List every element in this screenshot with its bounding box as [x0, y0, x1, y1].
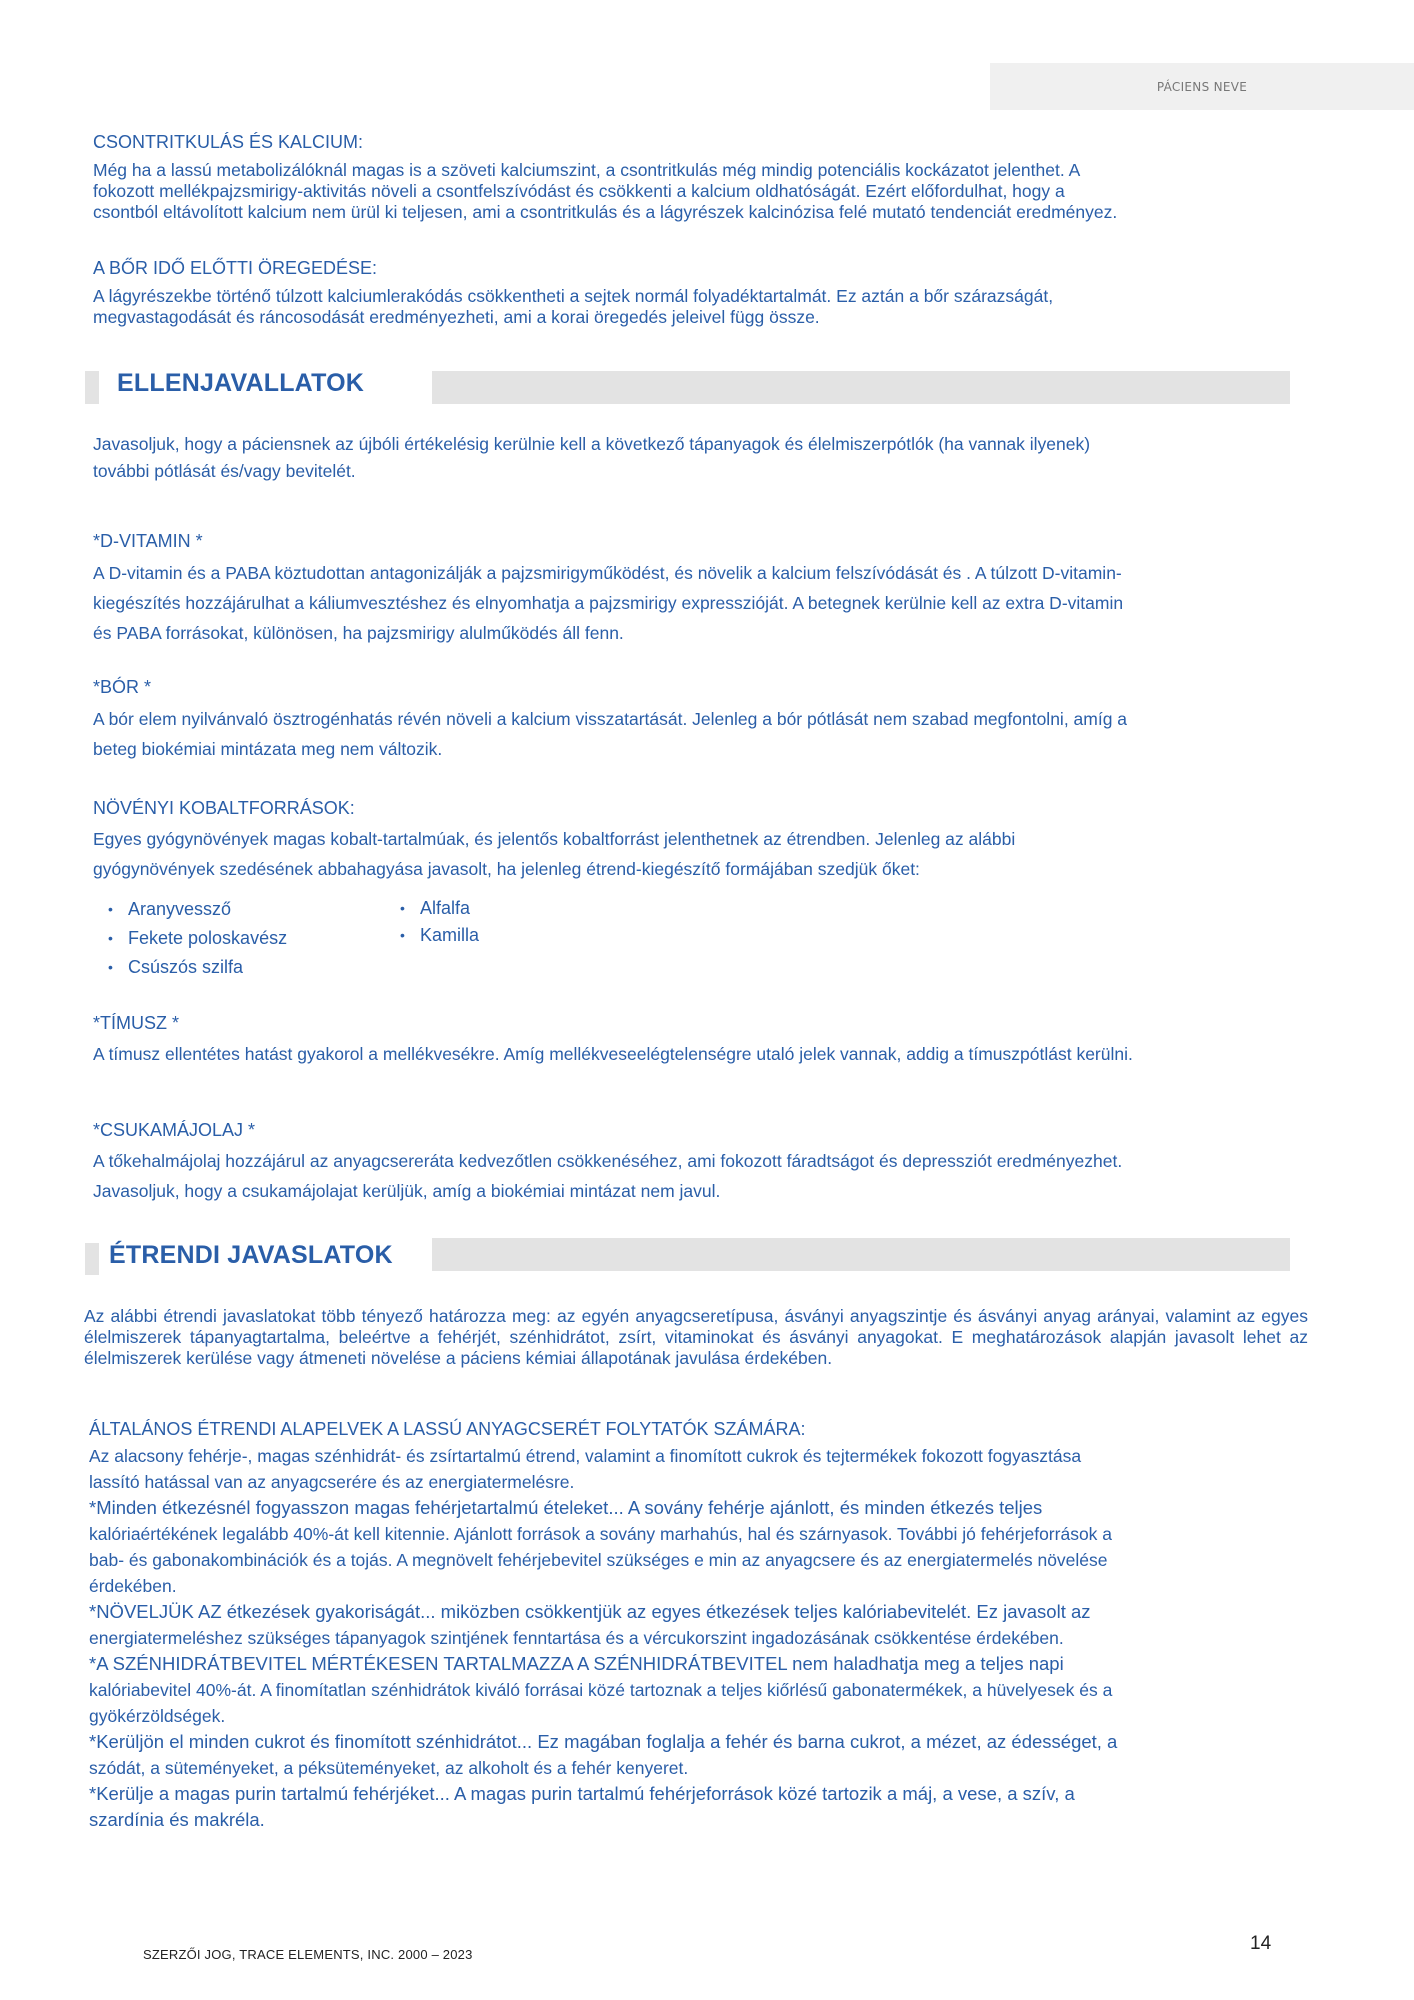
contraindications-intro — [93, 431, 1090, 485]
text-line: A D-vitamin és a PABA köztudottan antagonizálják a pajzsmirigyműködést, és növelik a kalcium felszívódását és . A túlzott D-vitamin- — [93, 563, 1122, 583]
list-item: • Csúszós szilfa — [94, 953, 287, 982]
text-line: *Kerüljön el minden cukrot és finomított szénhidrátot... Ez magában foglalja a fehér és barna cukrot, a mézet, az édességet, a — [89, 1731, 1118, 1752]
boron-heading: *BÓR * — [93, 677, 152, 697]
cobalt-paragraph — [93, 824, 1015, 884]
text-line: A tímusz ellentétes hatást gyakorol a mellékvesékre. Amíg mellékveseelégtelenségre utaló jelek vannak, addig a tímuszpótlást kerülni. — [93, 1044, 1133, 1064]
text-line: szardínia és makréla. — [89, 1809, 265, 1830]
vitamin-d-heading: *D-VITAMIN * — [93, 531, 203, 551]
section-bar-accent — [85, 371, 99, 404]
copyright-footer: SZERZŐI JOG, TRACE ELEMENTS, INC. 2000 – 2023 — [143, 1947, 473, 1962]
page-number: 14 — [1250, 1933, 1272, 1954]
contraindications-title: ELLENJAVALLATOK — [117, 369, 364, 397]
text-line: energiatermeléshez szükséges tápanyagok szintjének fenntartása és a vércukorszint ingadozásának csökkentése érdekében. — [89, 1628, 1064, 1648]
diet-intro: Az alábbi étrendi javaslatokat több tényező határozza meg: az egyén anyagcseretípusa, ásványi anyagszintje és ásványi anyag arányai, valamint az egyes élelmiszerek tápanyagtartalma, beleértve a fehérjét, szénhidrátot, zsírt, vitaminokat és ásványi anyagokat. E meghatározások alapján javasolt lehet az élelmiszerek kerülése vagy átmeneti növelése a páciens kémiai állapotának javulása érdekében. — [84, 1306, 1308, 1368]
section-bar-fill — [432, 371, 1290, 404]
section-bar-fill — [432, 1238, 1290, 1271]
cobalt-herb-list-right — [386, 895, 479, 949]
text-line: A bór elem nyilvánvaló ösztrogénhatás révén növeli a kalcium visszatartását. Jelenleg a bór pótlását nem szabad megfontolni, amíg a — [93, 709, 1128, 729]
list-item: • Aranyvessző — [94, 895, 287, 924]
text-line: beteg biokémiai mintázata meg nem változik. — [93, 739, 443, 759]
patient-name-header — [990, 63, 1414, 110]
diet-principles-heading: ÁLTALÁNOS ÉTRENDI ALAPELVEK A LASSÚ ANYAGCSERÉT FOLYTATÓK SZÁMÁRA: — [89, 1419, 806, 1439]
text-line: Egyes gyógynövények magas kobalt-tartalmúak, és jelentős kobaltforrást jelenthetnek az étrendben. Jelenleg az alábbi — [93, 829, 1016, 849]
text-line: fokozott mellékpajzsmirigy-aktivitás növeli a csontfelszívódást és csökkenti a kalcium oldhatóságát. Ezért előfordulhat, hogy a — [93, 181, 1065, 201]
thyme-heading: *TÍMUSZ * — [93, 1013, 180, 1033]
text-line: gyökérzöldségek. — [89, 1706, 226, 1726]
boron-paragraph — [93, 704, 1127, 764]
bullet-icon: • — [108, 930, 113, 946]
text-line: és PABA forrásokat, különösen, ha pajzsmirigy alulműködés áll fenn. — [93, 623, 624, 643]
cod-liver-oil-heading: *CSUKAMÁJOLAJ * — [93, 1120, 256, 1140]
bullet-icon: • — [400, 900, 405, 916]
cobalt-herb-list-left — [94, 895, 287, 982]
diet-title: ÉTRENDI JAVASLATOK — [109, 1241, 393, 1269]
text-line: Javasoljuk, hogy a csukamájolajat kerüljük, amíg a biokémiai mintázat nem javul. — [93, 1181, 721, 1201]
bullet-icon: • — [108, 901, 113, 917]
text-line: Még ha a lassú metabolizálóknál magas is a szöveti kalciumszint, a csontritkulás még mindig potenciális kockázatot jelenthet. A — [93, 160, 1081, 180]
text-line: további pótlását és/vagy bevitelét. — [93, 461, 356, 481]
text-line: megvastagodását és ráncosodását eredményezheti, ami a korai öregedés jeleivel függ össze. — [93, 307, 820, 327]
text-line: bab- és gabonakombinációk és a tojás. A megnövelt fehérjebevitel szükséges e min az anyagcsere és az energiatermelés növelése — [89, 1550, 1108, 1570]
text-line: *Kerülje a magas purin tartalmú fehérjéket... A magas purin tartalmú fehérjeforrások közé tartozik a máj, a vese, a szív, a — [89, 1783, 1075, 1804]
skin-aging-paragraph — [93, 286, 1053, 328]
text-line: Az alacsony fehérje-, magas szénhidrát- és zsírtartalmú étrend, valamint a finomított cukrok és tejtermékek fokozott fogyasztása — [89, 1446, 1082, 1466]
text-line: lassító hatással van az anyagcserére és az energiatermelésre. — [89, 1472, 575, 1492]
text-line: kalóriabevitel 40%-át. A finomítatlan szénhidrátok kiváló forrásai közé tartoznak a teljes kiőrlésű gabonatermékek, a hüvelyesek és a — [89, 1680, 1113, 1700]
text-line: *A SZÉNHIDRÁTBEVITEL MÉRTÉKESEN TARTALMAZZA A SZÉNHIDRÁTBEVITEL nem haladhatja meg a teljes napi — [89, 1653, 1064, 1674]
bone-calcium-paragraph — [93, 160, 1117, 223]
vitamin-d-paragraph — [93, 558, 1123, 648]
text-line: csontból eltávolított kalcium nem ürül ki teljesen, ami a csontritkulás és a lágyrészek kalcinózisa felé mutató tendenciát eredményez. — [93, 202, 1118, 222]
text-line: kiegészítés hozzájárulhat a káliumvesztéshez és elnyomhatja a pajzsmirigy expresszióját. A betegnek kerülnie kell az extra D-vitamin — [93, 593, 1124, 613]
cod-liver-oil-paragraph — [93, 1146, 1122, 1206]
list-item: • Fekete poloskavész — [94, 924, 287, 953]
text-line: kalóriaértékének legalább 40%-át kell kitennie. Ajánlott források a sovány marhahús, hal és szárnyasok. További jó fehérjeforrások a — [89, 1524, 1113, 1544]
thyme-paragraph — [93, 1039, 1133, 1069]
list-item: • Kamilla — [386, 922, 479, 949]
text-line: érdekében. — [89, 1576, 177, 1596]
section-bar-accent — [85, 1243, 99, 1275]
text-line: szódát, a süteményeket, a péksüteményeket, az alkoholt és a fehér kenyeret. — [89, 1758, 689, 1778]
text-line: *Minden étkezésnél fogyasszon magas fehérjetartalmú ételeket... A sovány fehérje ajánlott, és minden étkezés teljes — [89, 1497, 1043, 1518]
list-item: • Alfalfa — [386, 895, 479, 922]
text-line: gyógynövények szedésének abbahagyása javasolt, ha jelenleg étrend-kiegészítő formájában szedjük őket: — [93, 859, 920, 879]
bone-calcium-heading: CSONTRITKULÁS ÉS KALCIUM: — [93, 132, 364, 152]
skin-aging-heading: A BŐR IDŐ ELŐTTI ÖREGEDÉSE: — [93, 258, 378, 278]
patient-name-label: PÁCIENS NEVE — [1156, 79, 1248, 94]
text-line: *NÖVELJÜK AZ étkezések gyakoriságát... miközben csökkentjük az egyes étkezések teljes kalóriabevitelét. Ez javasolt az — [89, 1601, 1091, 1622]
bullet-icon: • — [108, 959, 113, 975]
text-line: A lágyrészekbe történő túlzott kalciumlerakódás csökkentheti a sejtek normál folyadéktartalmát. Ez aztán a bőr szárazságát, — [93, 286, 1054, 306]
text-line: A tőkehalmájolaj hozzájárul az anyagcsereráta kedvezőtlen csökkenéséhez, ami fokozott fáradtságot és depressziót eredményezhet. — [93, 1151, 1123, 1171]
bullet-icon: • — [400, 927, 405, 943]
text-line: Javasoljuk, hogy a páciensnek az újbóli értékelésig kerülnie kell a következő tápanyagok és élelmiszerpótlók (ha vannak ilyenek) — [93, 434, 1091, 454]
diet-principles-paragraph — [89, 1443, 1117, 1833]
cobalt-heading: NÖVÉNYI KOBALTFORRÁSOK: — [93, 798, 355, 818]
